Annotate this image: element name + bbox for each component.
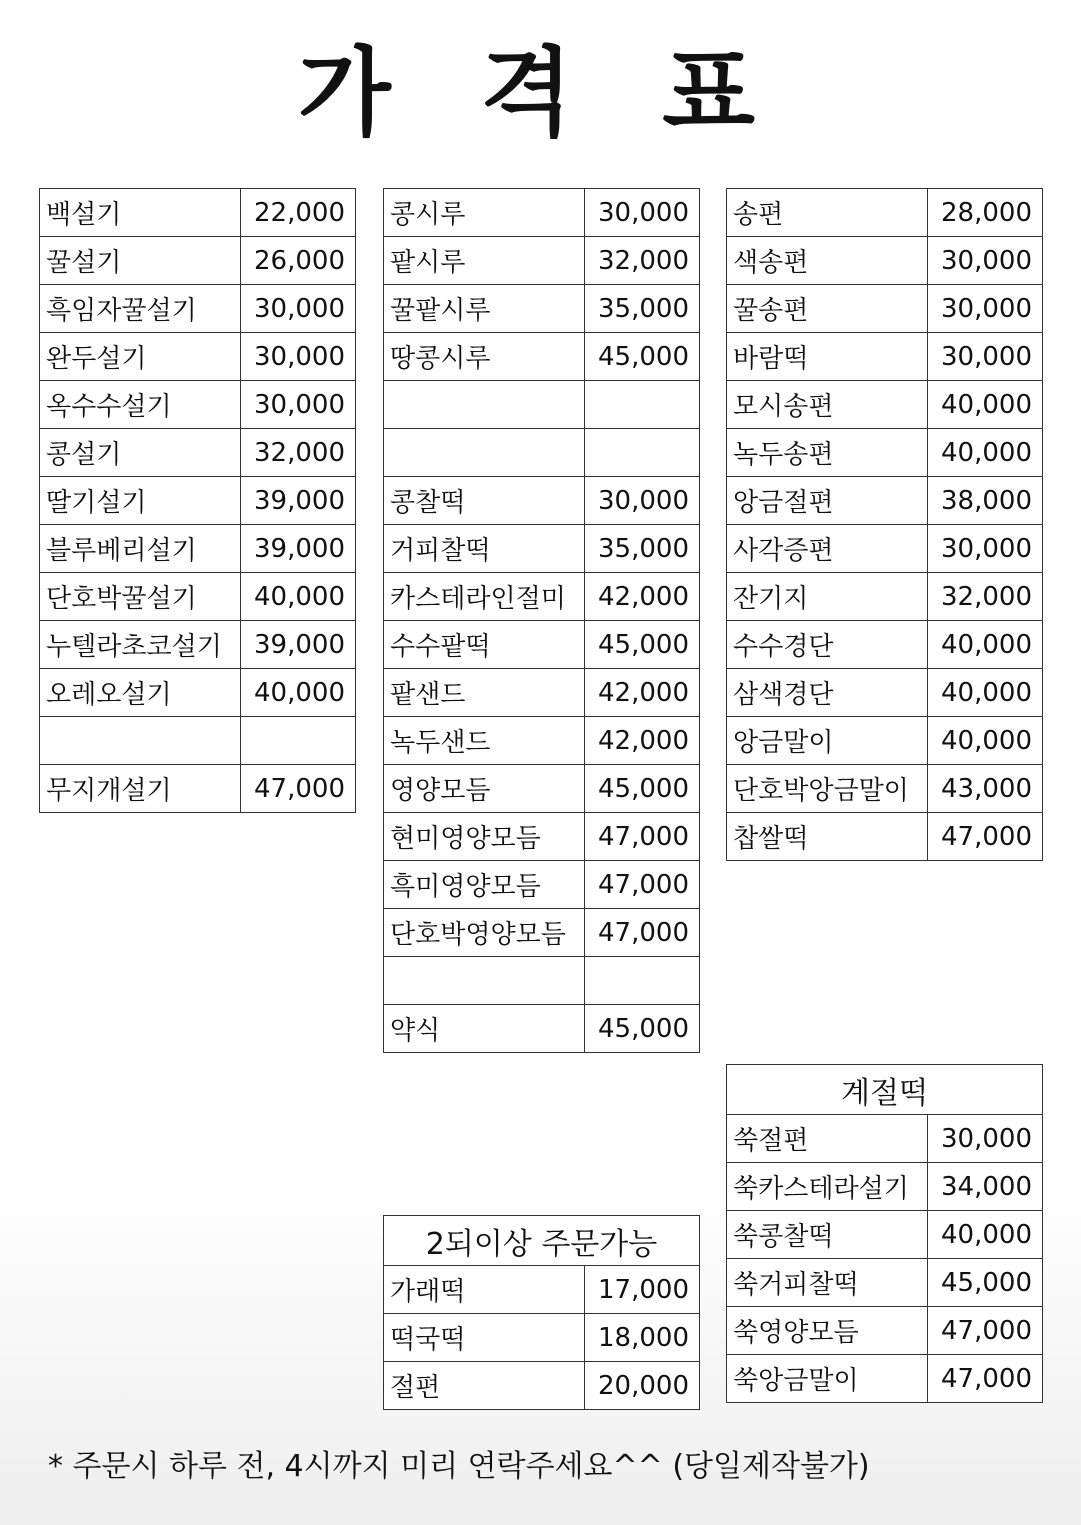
item-price: 30,000 [928,237,1043,285]
item-name: 팥샌드 [384,669,585,717]
table-row [727,237,1043,285]
item-name: 쑥콩찰떡 [727,1211,928,1259]
item-price: 30,000 [585,189,700,237]
item-price: 47,000 [928,813,1043,861]
item-price: 32,000 [585,237,700,285]
item-name: 색송편 [727,237,928,285]
item-price: 30,000 [928,1115,1043,1163]
table-row [40,765,356,813]
item-price: 45,000 [585,1005,700,1053]
item-name: 절편 [384,1362,585,1410]
table-row [384,621,700,669]
item-name: 수수경단 [727,621,928,669]
item-price: 45,000 [585,621,700,669]
bulk-order-header: 2되이상 주문가능 [384,1216,700,1266]
item-price: 18,000 [585,1314,700,1362]
table-row [384,909,700,957]
item-price: 40,000 [928,381,1043,429]
table-row [727,765,1043,813]
item-name: 흑미영양모듬 [384,861,585,909]
item-name: 쑥카스테라설기 [727,1163,928,1211]
item-name: 흑임자꿀설기 [40,285,241,333]
item-price [241,717,356,765]
item-name: 찹쌀떡 [727,813,928,861]
item-price: 35,000 [585,285,700,333]
table-row [40,477,356,525]
table-row [727,525,1043,573]
item-name [384,429,585,477]
item-price: 40,000 [241,573,356,621]
item-price: 39,000 [241,621,356,669]
item-name: 누텔라초코설기 [40,621,241,669]
item-price: 45,000 [585,333,700,381]
table-row [727,1307,1043,1355]
table-row [727,1211,1043,1259]
table-row [384,957,700,1005]
table-row [384,717,700,765]
item-price: 40,000 [241,669,356,717]
item-name: 거피찰떡 [384,525,585,573]
item-price: 40,000 [928,669,1043,717]
table-row [40,429,356,477]
order-notice: * 주문시 하루 전, 4시까지 미리 연락주세요^^ (당일제작불가) [48,1449,870,1484]
table-row [384,477,700,525]
item-price: 32,000 [928,573,1043,621]
table-row [727,1355,1043,1403]
item-price: 30,000 [241,381,356,429]
table-row [384,189,700,237]
item-name: 사각증편 [727,525,928,573]
item-name: 무지개설기 [40,765,241,813]
item-price: 26,000 [241,237,356,285]
table-row [40,669,356,717]
item-name: 딸기설기 [40,477,241,525]
table-row [727,477,1043,525]
item-price: 22,000 [241,189,356,237]
table-row [384,333,700,381]
item-name: 콩찰떡 [384,477,585,525]
item-name: 콩시루 [384,189,585,237]
table-row [40,621,356,669]
item-name: 완두설기 [40,333,241,381]
table-row [384,573,700,621]
item-price: 40,000 [928,429,1043,477]
item-name: 앙금말이 [727,717,928,765]
item-price [585,429,700,477]
item-price: 30,000 [585,477,700,525]
item-name: 카스테라인절미 [384,573,585,621]
item-name: 쑥앙금말이 [727,1355,928,1403]
item-price: 30,000 [241,285,356,333]
seasonal-header: 계절떡 [727,1065,1043,1115]
item-name [384,957,585,1005]
item-name [384,381,585,429]
item-name: 수수팥떡 [384,621,585,669]
table-row [727,1259,1043,1307]
item-name: 약식 [384,1005,585,1053]
item-price: 47,000 [585,813,700,861]
item-name: 모시송편 [727,381,928,429]
item-name: 꿀설기 [40,237,241,285]
item-price: 35,000 [585,525,700,573]
price-table-songpyeon [726,188,1043,861]
table-row [384,1266,700,1314]
item-price: 30,000 [928,333,1043,381]
table-row [40,333,356,381]
item-price: 45,000 [585,765,700,813]
table-row [384,381,700,429]
table-row [727,333,1043,381]
item-price: 38,000 [928,477,1043,525]
table-row [384,813,700,861]
item-name: 쑥영양모듬 [727,1307,928,1355]
table-row [40,237,356,285]
item-price: 42,000 [585,573,700,621]
item-price: 32,000 [241,429,356,477]
item-name: 땅콩시루 [384,333,585,381]
item-price: 28,000 [928,189,1043,237]
table-row [384,1314,700,1362]
table-row [384,525,700,573]
item-price: 17,000 [585,1266,700,1314]
price-table-siru-chaltteok [383,188,700,1053]
table-row [384,1362,700,1410]
item-price: 42,000 [585,669,700,717]
item-name: 블루베리설기 [40,525,241,573]
item-price: 40,000 [928,717,1043,765]
table-row [727,1163,1043,1211]
item-price: 30,000 [928,525,1043,573]
item-price: 47,000 [585,909,700,957]
table-row [727,1115,1043,1163]
item-price: 30,000 [928,285,1043,333]
item-price: 45,000 [928,1259,1043,1307]
table-row [40,189,356,237]
table-row [727,381,1043,429]
item-price: 42,000 [585,717,700,765]
table-row [384,765,700,813]
item-price: 39,000 [241,477,356,525]
item-name: 옥수수설기 [40,381,241,429]
table-row [727,189,1043,237]
table-row [727,285,1043,333]
item-price: 40,000 [928,621,1043,669]
item-name: 녹두샌드 [384,717,585,765]
item-price: 47,000 [928,1307,1043,1355]
item-name: 쑥절편 [727,1115,928,1163]
item-name [40,717,241,765]
item-name: 녹두송편 [727,429,928,477]
table-row [384,861,700,909]
table-row [727,813,1043,861]
price-table-seolgi [39,188,356,813]
item-name: 팥시루 [384,237,585,285]
table-row [40,573,356,621]
table-row [40,525,356,573]
item-name: 영양모듬 [384,765,585,813]
item-name: 잔기지 [727,573,928,621]
item-name: 앙금절편 [727,477,928,525]
table-row [384,1005,700,1053]
table-row [727,429,1043,477]
price-table-bulk-order [383,1215,700,1410]
table-row [384,429,700,477]
item-price: 39,000 [241,525,356,573]
item-name: 가래떡 [384,1266,585,1314]
item-name: 떡국떡 [384,1314,585,1362]
table-row [727,621,1043,669]
item-name: 꿀송편 [727,285,928,333]
item-name: 바람떡 [727,333,928,381]
item-name: 단호박꿀설기 [40,573,241,621]
table-row [384,285,700,333]
item-price: 30,000 [241,333,356,381]
item-name: 삼색경단 [727,669,928,717]
table-row [384,237,700,285]
item-price: 34,000 [928,1163,1043,1211]
item-price: 47,000 [928,1355,1043,1403]
item-price: 47,000 [241,765,356,813]
table-row [40,381,356,429]
item-name: 단호박앙금말이 [727,765,928,813]
page-title: 가 격 표 [297,37,784,149]
table-row [40,285,356,333]
table-row [727,717,1043,765]
item-name: 쑥거피찰떡 [727,1259,928,1307]
item-price: 40,000 [928,1211,1043,1259]
item-price: 43,000 [928,765,1043,813]
item-name: 오레오설기 [40,669,241,717]
table-row [384,669,700,717]
table-row [40,717,356,765]
item-price [585,381,700,429]
price-table-seasonal [726,1064,1043,1403]
item-name: 송편 [727,189,928,237]
table-row [727,573,1043,621]
item-name: 콩설기 [40,429,241,477]
item-price: 20,000 [585,1362,700,1410]
item-name: 백설기 [40,189,241,237]
item-name: 단호박영양모듬 [384,909,585,957]
table-row [727,669,1043,717]
item-name: 꿀팥시루 [384,285,585,333]
item-price [585,957,700,1005]
item-price: 47,000 [585,861,700,909]
item-name: 현미영양모듬 [384,813,585,861]
